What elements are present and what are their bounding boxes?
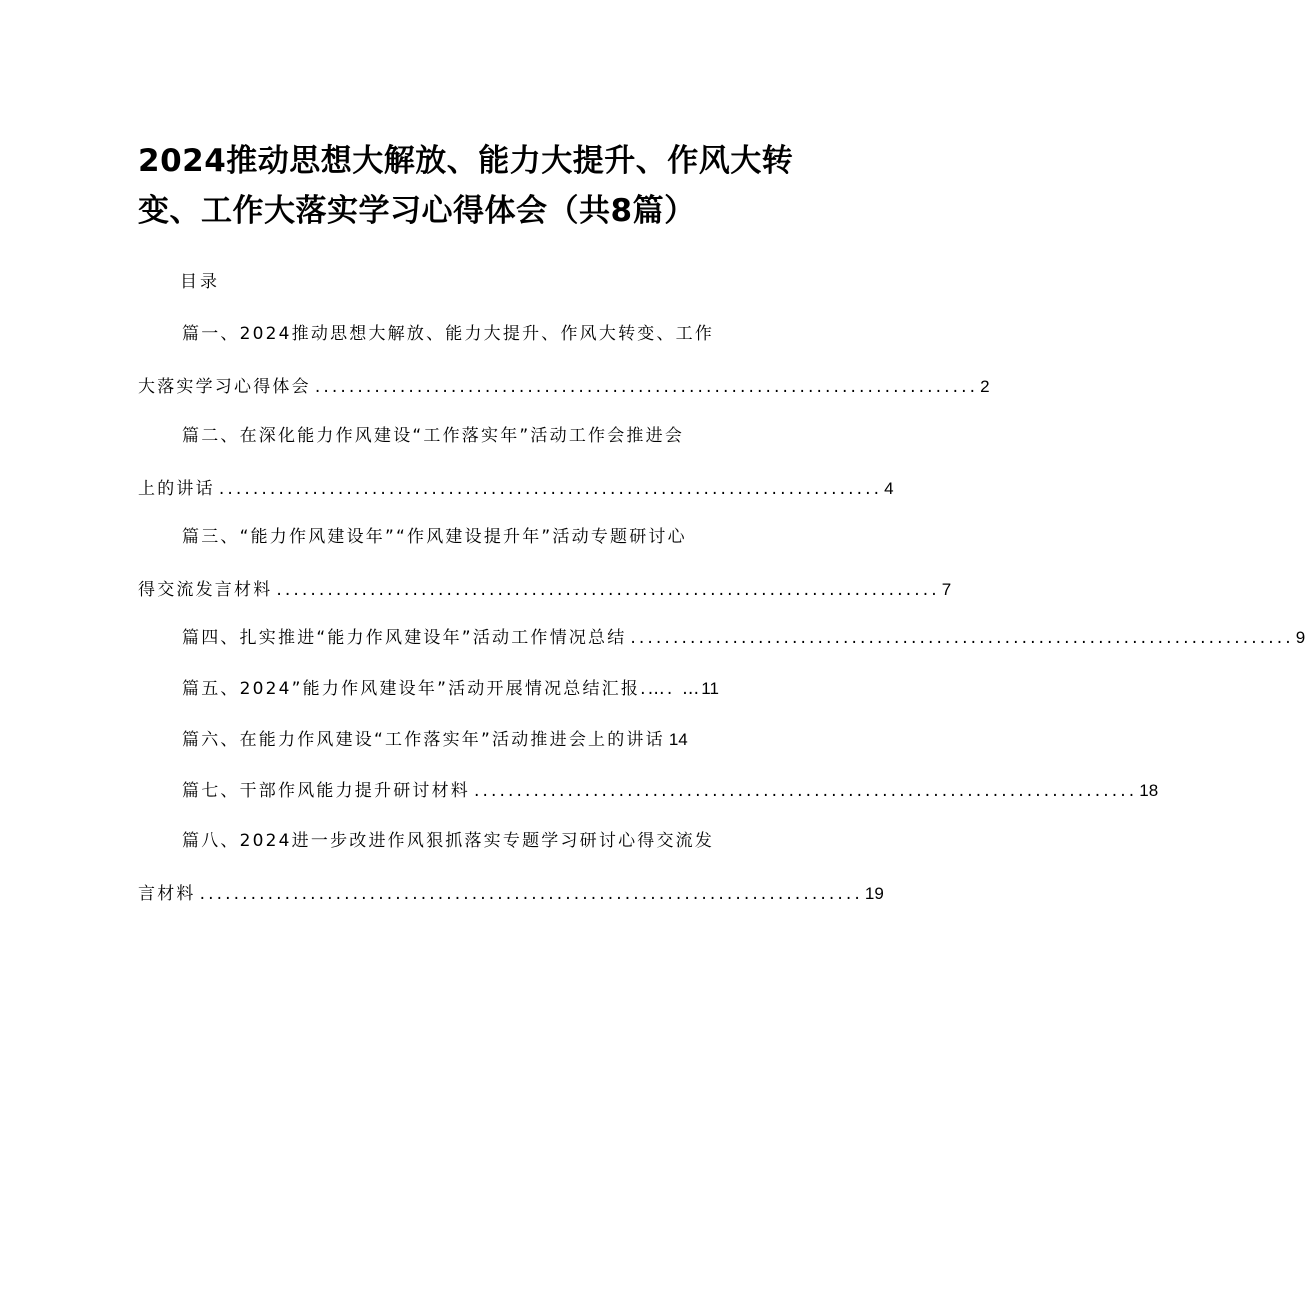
toc-page-number: 4 <box>884 479 894 498</box>
toc-entry-6[interactable] <box>138 728 766 752</box>
toc-page-number: 19 <box>864 884 884 903</box>
document-title: 2024推动思想大解放、能力大提升、作风大转变、工作大落实学习心得体会（共8篇） <box>138 143 794 229</box>
toc-entry-3[interactable] <box>138 525 952 602</box>
toc-entry-text: 大落实学习心得体会 <box>138 377 311 397</box>
dot-leader: .............................................................................. <box>276 580 940 600</box>
toc-entry-text: 得交流发言材料 <box>138 580 273 600</box>
toc-entry-line <box>138 322 766 346</box>
toc-entry-8[interactable] <box>138 829 884 906</box>
dot-leader: .............................................................................. <box>630 628 1294 648</box>
toc-entry-line <box>138 677 766 701</box>
toc-entry-text: 篇四、扎实推进“能力作风建设年”活动工作情况总结 <box>182 628 627 648</box>
dot-leader: .............................................................................. <box>474 781 1138 801</box>
toc-entry-7[interactable] <box>138 779 1159 803</box>
toc-entry-text: 篇六、在能力作风建设“工作落实年”活动推进会上的讲话 <box>182 730 665 750</box>
toc-page-number: 2 <box>980 377 990 396</box>
toc-entry-1[interactable] <box>138 322 990 399</box>
toc-entry-text: 篇二、在深化能力作风建设“工作落实年”活动工作会推进会 <box>182 426 685 446</box>
toc-entry-text: 篇一、2024推动思想大解放、能力大提升、作风大转变、工作 <box>182 324 715 344</box>
toc-entry-5[interactable] <box>138 677 766 701</box>
toc-entry-2[interactable] <box>138 424 894 501</box>
dot-leader: .............................................................................. <box>218 479 883 499</box>
dot-leader: .............................................................................. <box>199 884 863 904</box>
toc-entry-4[interactable] <box>138 626 1305 650</box>
toc-page-number: 11 <box>701 679 719 698</box>
toc-page-number: 9 <box>1295 628 1305 647</box>
toc-entry-text: 言材料 <box>138 884 196 904</box>
toc-entry-text: 篇七、干部作风能力提升研讨材料 <box>182 781 470 801</box>
toc-entry-text: 篇三、“能力作风建设年”“作风建设提升年”活动专题研讨心 <box>182 527 687 547</box>
toc-entry-line <box>138 829 766 853</box>
toc-heading: 目录 <box>180 272 220 292</box>
dot-leader: .............................................................................. <box>314 377 979 397</box>
toc-entry-line <box>138 578 952 602</box>
toc-page-number: 7 <box>941 580 952 599</box>
toc-entry-line <box>138 728 766 752</box>
toc-entry-line <box>138 882 884 906</box>
toc-entry-line <box>138 424 766 448</box>
toc-entry-text: 篇五、2024”能力作风建设年”活动开展情况总结汇报.…. … <box>182 679 702 699</box>
toc-entry-line <box>138 525 766 549</box>
toc-page-number: 14 <box>668 730 688 749</box>
toc-entry-line <box>138 477 894 501</box>
toc-entry-line <box>138 779 1159 803</box>
toc-entry-text: 篇八、2024进一步改进作风狠抓落实专题学习研讨心得交流发 <box>182 831 715 851</box>
toc-page-number: 18 <box>1139 781 1159 800</box>
toc-entry-line <box>138 375 990 399</box>
toc-entry-text: 上的讲话 <box>138 479 215 499</box>
toc-entry-line <box>138 626 1305 650</box>
